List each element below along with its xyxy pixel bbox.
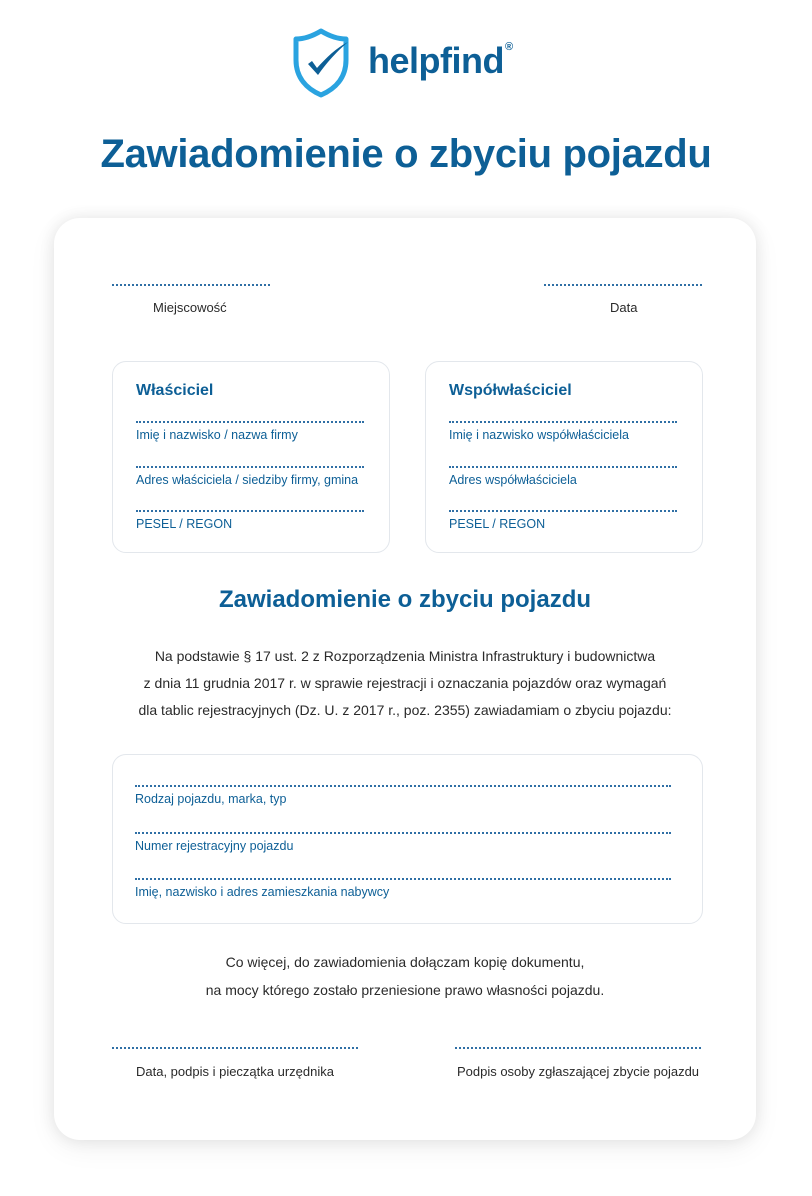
buyer-caption: Imię, nazwisko i adres zamieszkania nabywcy (135, 885, 390, 899)
date-caption: Data (610, 300, 638, 315)
intro-line: Na podstawie § 17 ust. 2 z Rozporządzenia Ministra Infrastruktury i budownictwa (154, 648, 656, 664)
intro-line: dla tablic rejestracyjnych (Dz. U. z 2017 r., poz. 2355) zawiadamiam o zbyciu pojazdu: (138, 702, 672, 718)
official-signature-line[interactable] (112, 1047, 358, 1049)
vehicle-box (112, 754, 703, 924)
coowner-box (425, 361, 703, 553)
vehicle-type-caption: Rodzaj pojazdu, marka, typ (135, 792, 287, 806)
form-card (54, 218, 756, 1140)
applicant-signature-caption: Podpis osoby zgłaszającej zbycie pojazdu (456, 1064, 700, 1079)
applicant-signature-line[interactable] (455, 1047, 701, 1049)
brand-name: helpfind (368, 40, 504, 81)
closing-line: Co więcej, do zawiadomienia dołączam kopię dokumentu, (225, 954, 585, 970)
coowner-name-caption: Imię i nazwisko współwłaściciela (449, 428, 629, 442)
buyer-line[interactable] (135, 878, 671, 880)
coowner-pesel-line[interactable] (449, 510, 677, 512)
owner-name-line[interactable] (136, 421, 364, 423)
coowner-pesel-caption: PESEL / REGON (449, 517, 546, 531)
owner-address-caption: Adres właściciela / siedziby firmy, gmina (136, 473, 359, 487)
shield-check-icon (292, 28, 350, 98)
registration-number-caption: Numer rejestracyjny pojazdu (135, 839, 294, 853)
closing-paragraph (94, 948, 716, 1004)
owner-address-line[interactable] (136, 466, 364, 468)
official-signature-caption: Data, podpis i pieczątka urzędnika (135, 1064, 334, 1079)
vehicle-type-line[interactable] (135, 785, 671, 787)
closing-line: na mocy którego zostało przeniesione prawo własności pojazdu. (205, 982, 605, 998)
owner-title: Właściciel (136, 382, 214, 399)
owner-pesel-line[interactable] (136, 510, 364, 512)
owner-name-caption: Imię i nazwisko / nazwa firmy (136, 428, 298, 442)
page-title: Zawiadomienie o zbyciu pojazdu (100, 132, 712, 176)
owner-pesel-caption: PESEL / REGON (136, 517, 233, 531)
coowner-address-caption: Adres współwłaściciela (449, 473, 577, 487)
intro-line: z dnia 11 grudnia 2017 r. w sprawie rejestracji i oznaczania pojazdów oraz wymagań (143, 675, 667, 691)
owner-box (112, 361, 390, 553)
registration-number-line[interactable] (135, 832, 671, 834)
coowner-title: Współwłaściciel (449, 382, 572, 399)
brand-logo (292, 28, 513, 98)
place-input-line[interactable] (112, 284, 270, 286)
coowner-address-line[interactable] (449, 466, 677, 468)
registered-mark: ® (504, 41, 514, 53)
date-input-line[interactable] (544, 284, 702, 286)
intro-paragraph (94, 643, 716, 724)
coowner-name-line[interactable] (449, 421, 677, 423)
section-title: Zawiadomienie o zbyciu pojazdu (218, 586, 592, 613)
place-caption: Miejscowość (153, 300, 227, 315)
